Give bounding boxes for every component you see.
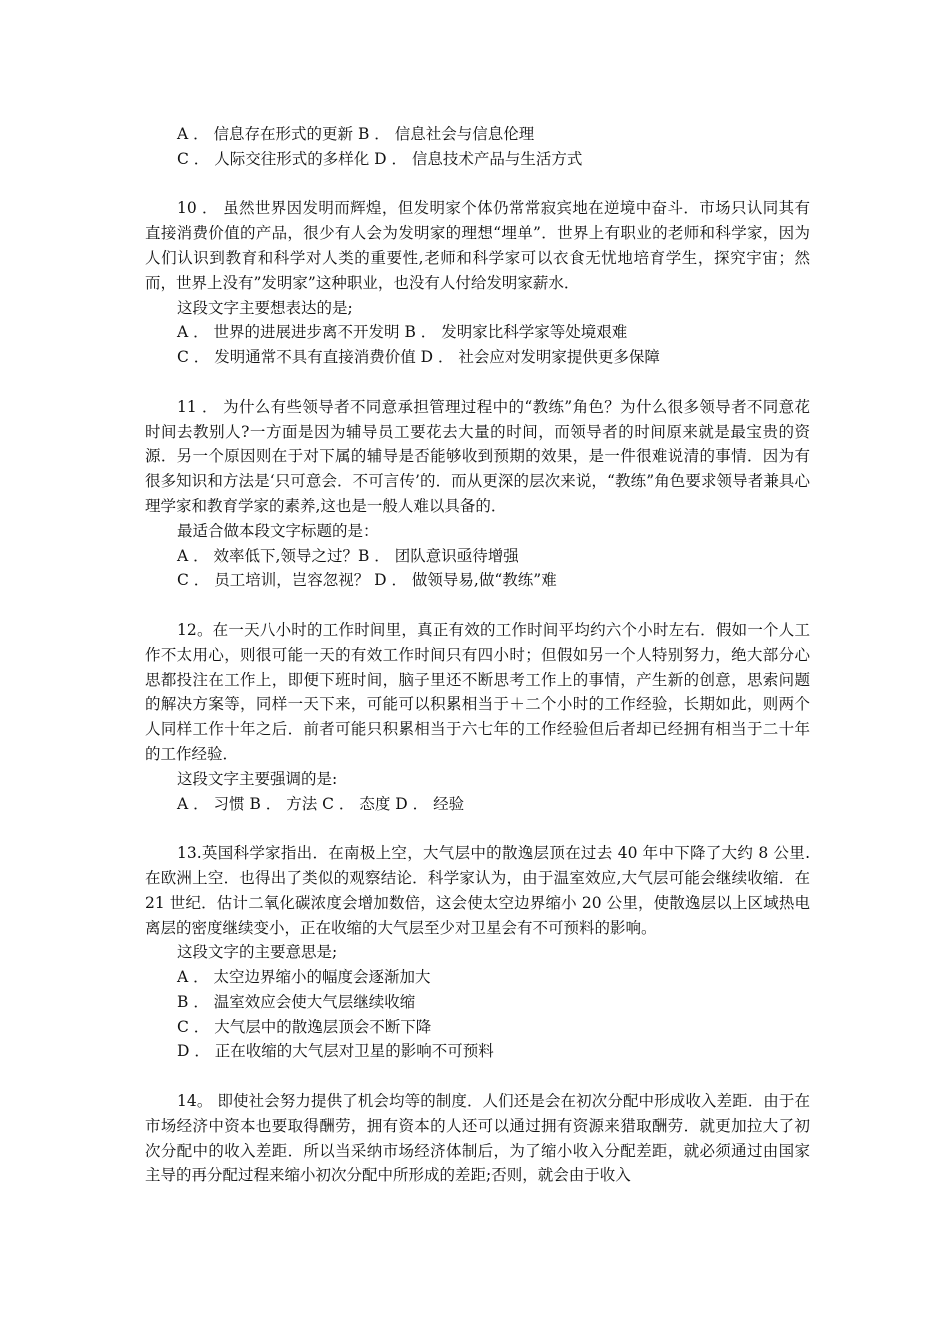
question-10-text: 10 ． 虽然世界因发明而辉煌，但发明家个体仍常常寂宾地在逆境中奋斗．市场只认同其有直接消费价值的产品，很少有人会为发明家的理想“埋单”．世界上有职业的老师和科学家，因为人们认识到教育和科学对人类的重要性,老师和科学家可以衣食无忧地培育学生，探究宇宙；然而，世界上没有”发明家”这种职业，也没有人付给发明家薪水．: [145, 199, 810, 292]
question-13: [145, 841, 810, 1064]
document-body: [145, 122, 810, 1188]
question-12-prompt: 这段文字主要强调的是:: [177, 769, 338, 788]
option-line: A ． 太空边界缩小的幅度会逐渐加大: [177, 968, 431, 987]
option-line: C ． 员工培训，岂容忽视？ D ． 做领导易,做“教练”难: [177, 571, 557, 590]
question-11: [145, 395, 810, 593]
question-13-text: 13.英国科学家指出．在南极上空，大气层中的散逸层顶在过去 40 年中下降了大约 8 公里.在欧洲上空．也得出了类似的观察结论．科学家认为，由于温室效应,大气层可能会继续收缩．在 21 世纪．估计二氧化碳浓度会增加数倍，这会使太空边界缩小 20 公里，使散逸层以上区域热电离层的密度继续变小，正在收缩的大气层至少对卫星会有不可预料的影响。: [145, 844, 810, 937]
option-line: C ． 人际交往形式的多样化 D ． 信息技术产品与生活方式: [177, 149, 583, 168]
question-11-prompt: 最适合做本段文字标题的是：: [177, 521, 379, 540]
option-line: A ． 世界的进展进步离不开发明 B ． 发明家比科学家等处境艰难: [177, 323, 628, 342]
question-14-text: 14。 即使社会努力提供了机会均等的制度．人们还是会在初次分配中形成收入差距．由于在市场经济中资本也要取得酬劳，拥有资本的人还可以通过拥有资源来猎取酬劳．就更加拉大了初次分配中的收入差距．所以当采纳市场经济体制后，为了缩小收入分配差距，就必须通过由国家主导的再分配过程来缩小初次分配中所形成的差距;否则，就会由于收入: [145, 1092, 810, 1185]
question-13-prompt: 这段文字的主要意思是;: [177, 943, 338, 962]
question-11-text: 11 ． 为什么有些领导者不同意承担管理过程中的“教练”角色？为什么很多领导者不同意花时间去教别人?一方面是因为辅导员工要花去大量的时间，而领导者的时间原来就是最宝贵的资源．另一个原因则在于对下属的辅导是否能够收到预期的效果，是一件很难说清的事情．因为有很多知识和方法是‘只可意会．不可言传’的．而从更深的层次来说，“教练”角色要求领导者兼具心理学家和教育学家的素养,这也是一般人难以具备的．: [145, 397, 810, 515]
option-line: A ． 信息存在形式的更新 B ． 信息社会与信息伦理: [177, 125, 535, 143]
question-14: [145, 1089, 810, 1188]
option-line: A ． 效率低下,领导之过？B ． 团队意识亟待增强: [177, 546, 519, 565]
question-9-options: [145, 122, 810, 172]
question-12-text: 12。在一天八小时的工作时间里，真正有效的工作时间平均约六个小时左右．假如一个人工作不太用心，则很可能一天的有效工作时间只有四小时；但假如另一个人特别努力，绝大部分心思都投注在工作上，即便下班时间，脑子里还不断思考工作上的事情，产生新的创意，思索问题的解决方案等，同样一天下来，可能可以积累相当于＋二个小时的工作经验，长期如此，则两个人同样工作十年之后．前者可能只积累相当于六七年的工作经验但后者却已经拥有相当于二十年的工作经验．: [145, 620, 810, 763]
option-line: B ． 温室效应会使大气层继续收缩: [177, 992, 416, 1011]
question-12: [145, 618, 810, 816]
question-10-prompt: 这段文字主要想表达的是;: [177, 298, 353, 317]
option-line: D ． 正在收缩的大气层对卫星的影响不可预料: [177, 1042, 494, 1061]
option-line: C ． 发明通常不具有直接消费价值 D ． 社会应对发明家提供更多保障: [177, 348, 660, 367]
option-line: C ． 大气层中的散逸层顶会不断下降: [177, 1017, 432, 1036]
question-10: [145, 196, 810, 370]
option-line: A ． 习惯 B ． 方法 C ． 态度 D ． 经验: [177, 794, 465, 813]
